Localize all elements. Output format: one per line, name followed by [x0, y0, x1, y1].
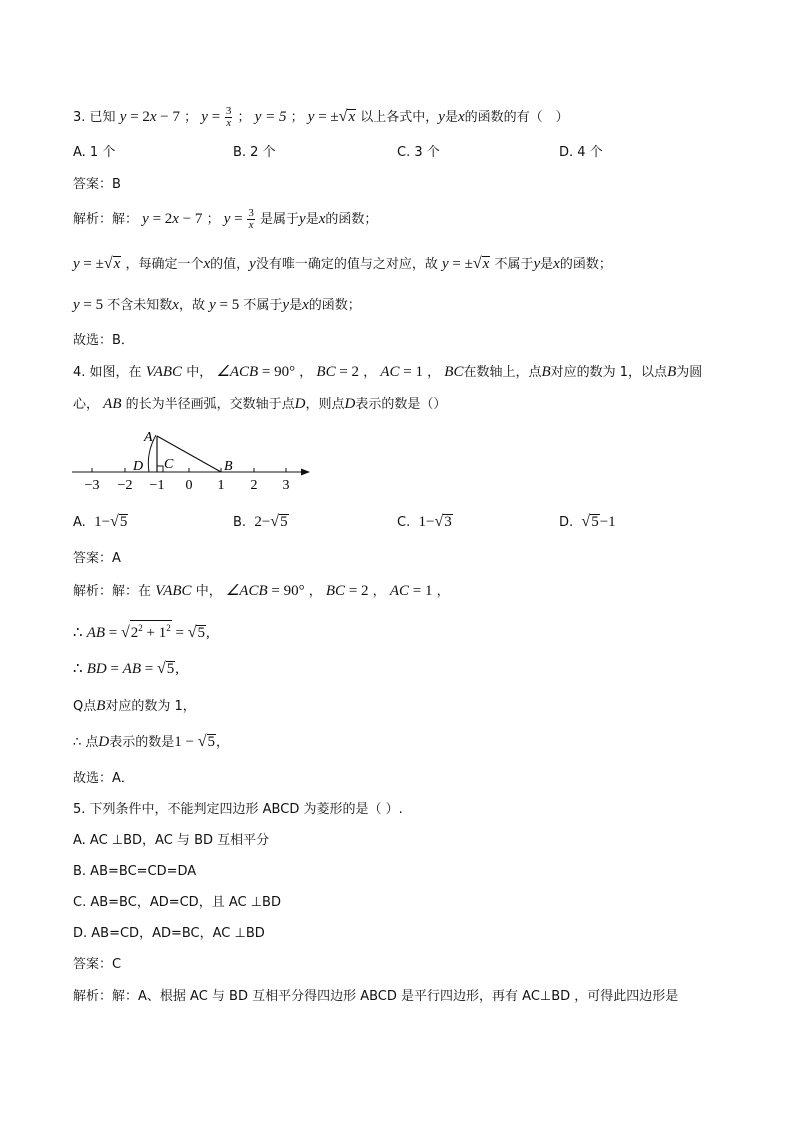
- point-label-b: B: [224, 459, 233, 474]
- q4-stem-line-1: 4. 如图，在 VABC 中， ∠ACB = 90° ， BC = 2 ， AC = 1 ， BC在数轴上，点B对应的数为 1，以点B为圆: [73, 364, 703, 380]
- q3-choice: 故选：B．: [73, 333, 134, 348]
- q5-solution: 解析：解：A、根据 AC 与 BD 互相平分得四边形 ABCD 是平行四边形，再有 AC⊥BD ，可得此四边形是: [73, 989, 679, 1004]
- q4-solution-line-3: ∴ BD = AB = √5,: [73, 660, 179, 677]
- q3-option-b: B. 2 个: [233, 145, 276, 160]
- q4-solution-line-1: 解析：解：在 VABC 中， ∠ACB = 90° ， BC = 2 ， AC = 1 ，: [73, 583, 450, 599]
- q4-option-d: D. √5−1: [559, 513, 616, 530]
- tick-label: 2: [250, 478, 258, 493]
- tick-label: −2: [117, 478, 133, 493]
- tick-label: −3: [84, 478, 100, 493]
- q5-option-a: A. AC ⊥BD，AC 与 BD 互相平分: [73, 833, 270, 848]
- q4-solution-line-2: ∴ AB = $√2^2 + 1^2 = √5$,: [73, 620, 210, 644]
- q5-stem: 5. 下列条件中，不能判定四边形 ABCD 为菱形的是（ ）.: [73, 802, 403, 817]
- q5-option-b: B. AB=BC=CD=DA: [73, 864, 197, 879]
- axis-arrow: [301, 469, 310, 476]
- q4-stem-line-2: 心， AB 的长为半径画弧，交数轴于点D，则点D表示的数是（）: [73, 396, 447, 412]
- q3-option-d: D. 4 个: [559, 145, 603, 160]
- tick-label: 1: [217, 478, 225, 493]
- number-line-figure: [70, 425, 320, 495]
- q5-option-c: C. AB=BC，AD=CD，且 AC ⊥BD: [73, 895, 281, 910]
- q4-solution-line-5: ∴ 点D表示的数是1 − √5，: [73, 733, 230, 750]
- q3-solution-line-3: y = 5 不含未知数x，故 y = 5 不属于y是x的函数；: [73, 297, 361, 313]
- q3-fraction: $\frac{3}{x}$: [225, 105, 232, 129]
- q3-solution-line-2: y = ±√x ，每确定一个x的值，y没有唯一确定的值与之对应，故 y = ±√x 不属于y是x的函数；: [73, 255, 612, 272]
- point-label-c: C: [164, 457, 174, 472]
- q4-option-a: A. 1−√5: [73, 513, 128, 530]
- tick-label: −1: [149, 478, 165, 493]
- q3-option-a: A. 1 个: [73, 145, 116, 160]
- q5-option-d: D. AB=CD，AD=BC，AC ⊥BD: [73, 926, 265, 941]
- q4-solution-line-4: Q点B对应的数为 1，: [73, 698, 196, 714]
- q3-option-c: C. 3 个: [397, 145, 440, 160]
- point-label-d: D: [133, 459, 144, 474]
- tick-label: 3: [282, 478, 290, 493]
- point-label-a: A: [144, 430, 153, 445]
- q5-answer: 答案：C: [73, 957, 122, 972]
- q3-solution-line-1: 解析：解： y = 2x − 7 ； y = $\frac{3}{x}$ 是属于y是x的函数；: [73, 207, 378, 231]
- tick-label: 0: [185, 478, 193, 493]
- q4-option-b: B. 2−√5: [233, 513, 288, 530]
- q3-stem: 3. 已知 y = 2x − 7 ； y = $\frac{3}{x}$ ； y = 5 ； y = ±√x 以上各式中，y是x的函数的有（ ）: [73, 105, 569, 129]
- q4-option-c: C. 1−√3: [397, 513, 452, 530]
- right-angle-mark: [157, 466, 163, 472]
- q3-answer: 答案：B: [73, 177, 121, 192]
- q4-choice: 故选：A．: [73, 771, 134, 786]
- q4-answer: 答案：A: [73, 551, 121, 566]
